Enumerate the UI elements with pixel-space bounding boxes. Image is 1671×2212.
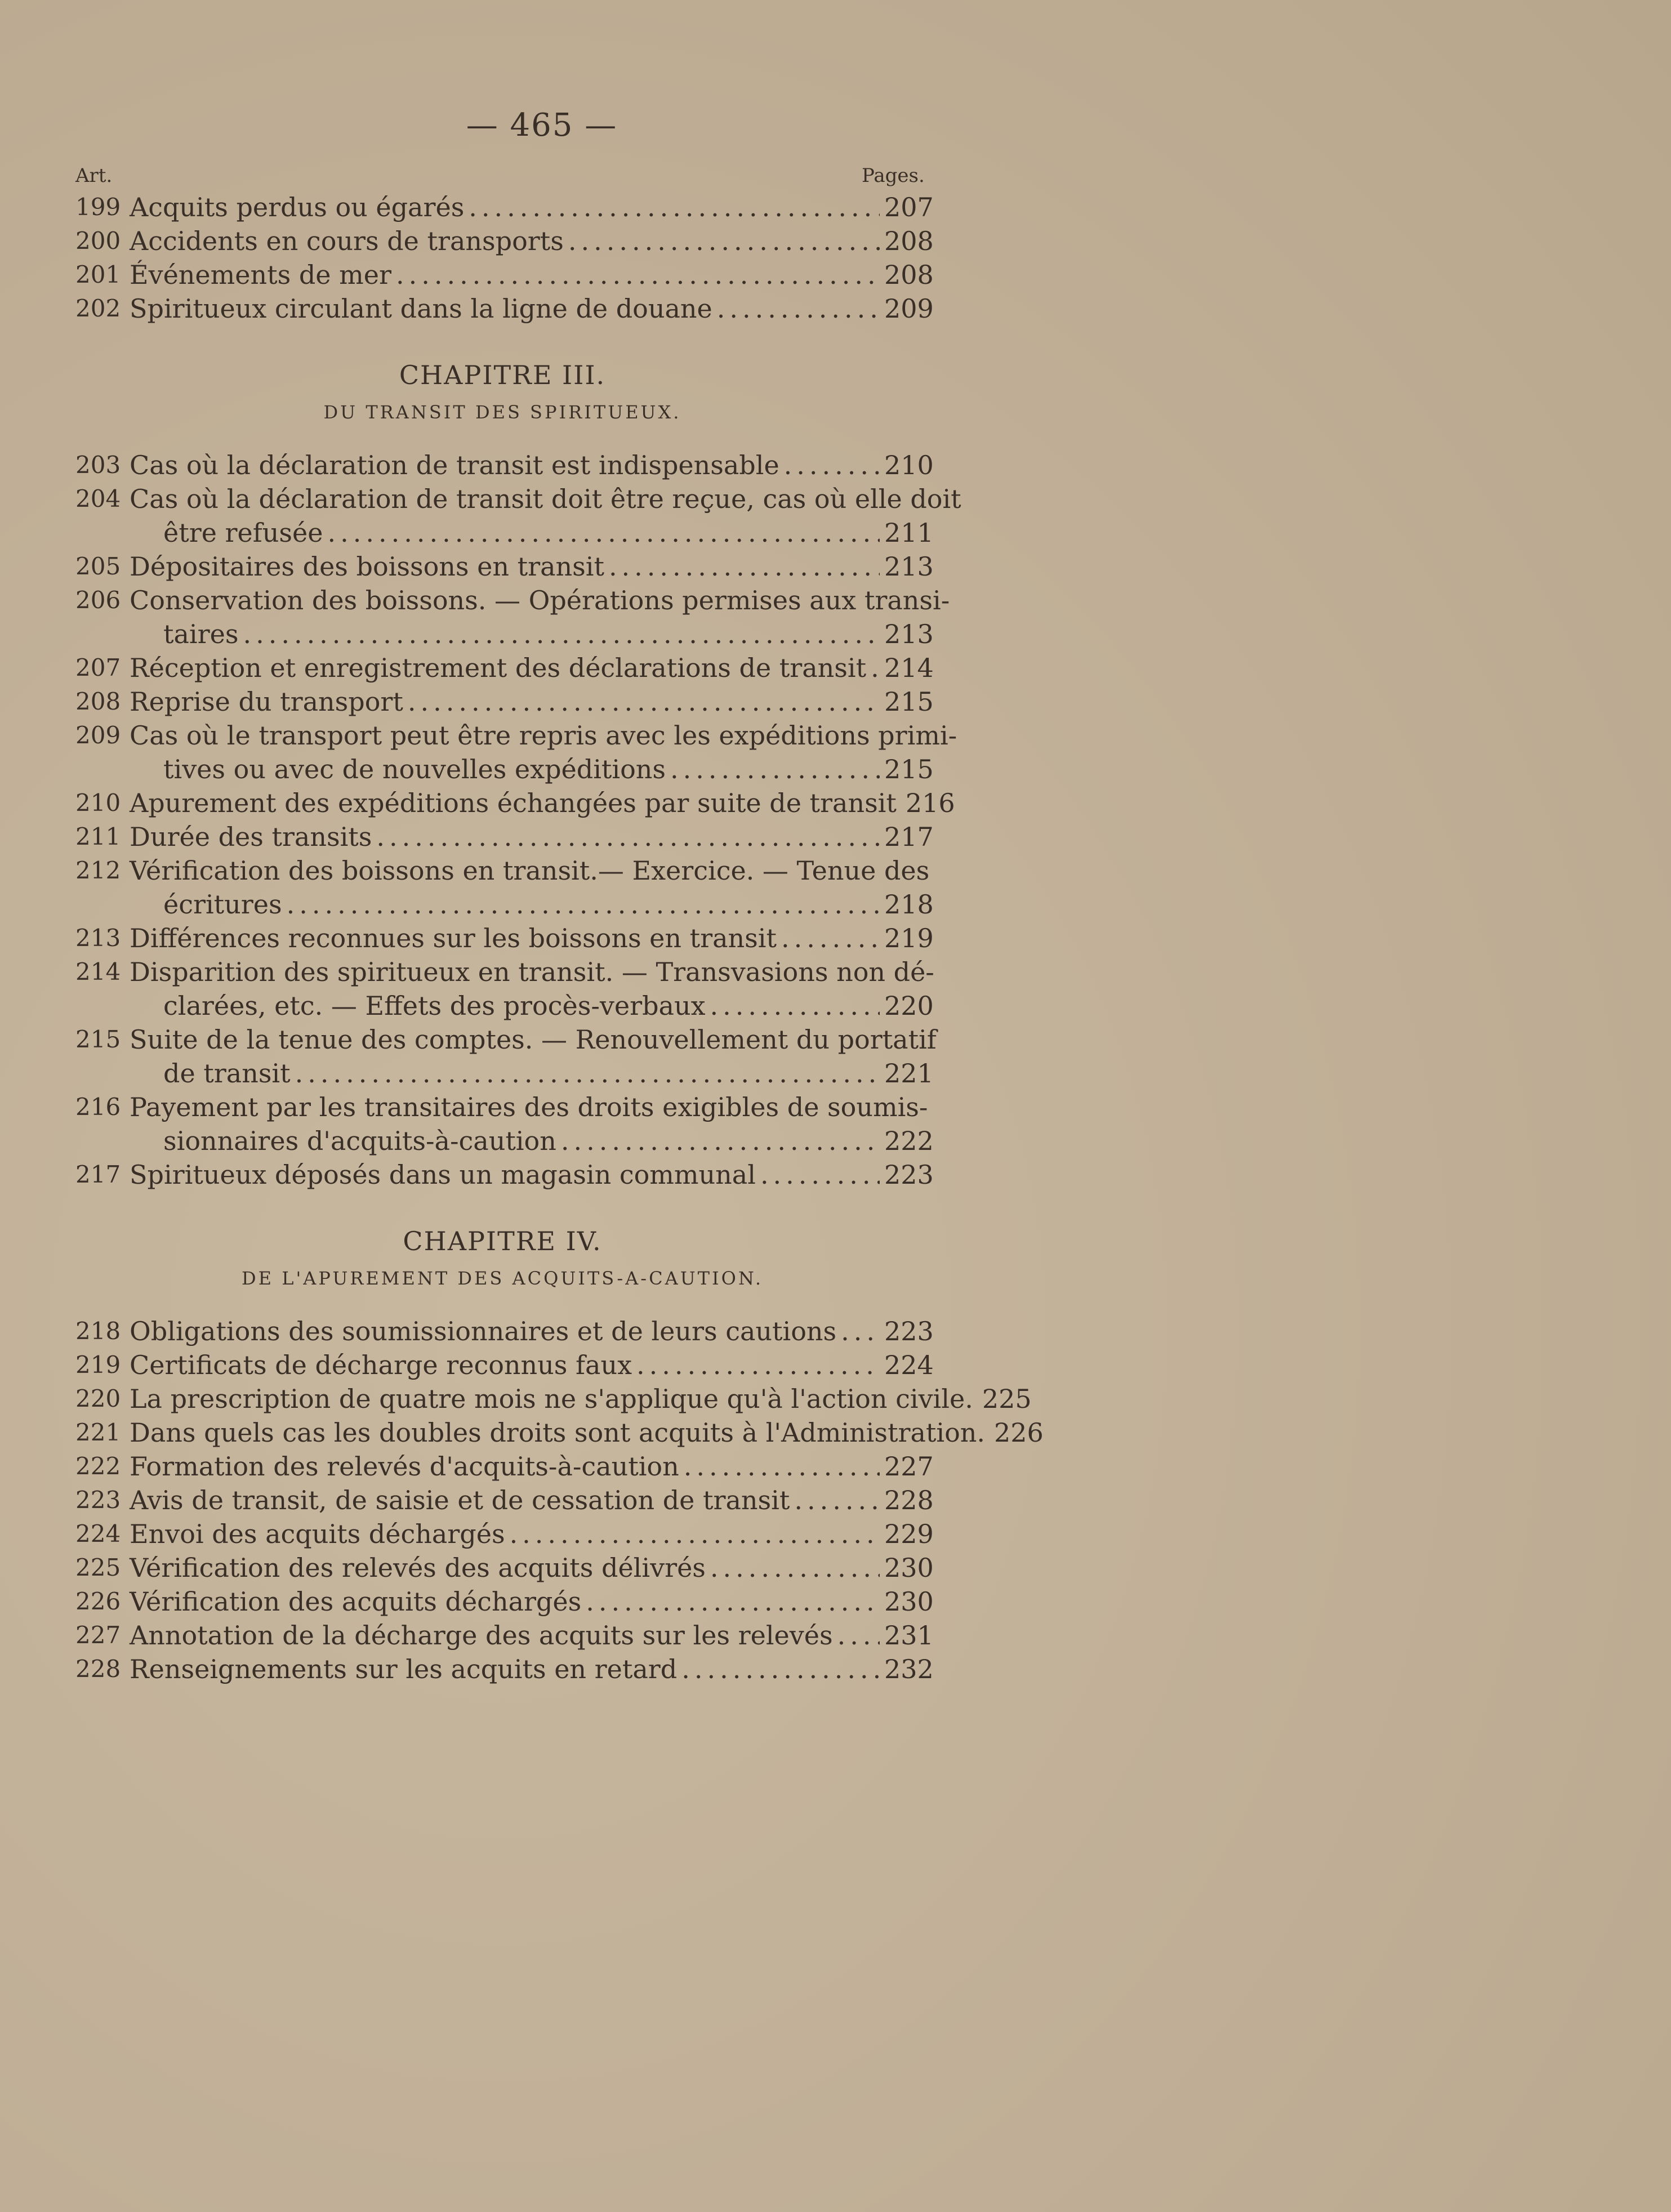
page-ref: 223	[884, 1159, 934, 1190]
entry-title: Conservation des boissons. — Opérations permises aux transi-	[130, 585, 950, 616]
article-number: 225	[75, 1554, 121, 1581]
toc-entry	[75, 685, 934, 719]
entry-line	[130, 1483, 934, 1517]
entry-line	[130, 1652, 934, 1686]
article-number: 218	[75, 1317, 121, 1345]
entry-title: Renseignements sur les acquits en retard	[130, 1654, 678, 1684]
dot-leader	[376, 820, 880, 854]
dot-leader	[710, 1551, 880, 1585]
toc-entry	[75, 1348, 934, 1382]
entry-title: de transit	[163, 1058, 291, 1089]
toc-entry	[75, 1314, 934, 1348]
entry-title: taires	[163, 619, 239, 649]
article-number: 204	[75, 485, 121, 512]
entry-line	[130, 1450, 934, 1483]
entry-line	[130, 1124, 934, 1158]
dot-leader	[568, 224, 880, 258]
page-ref: 218	[884, 889, 934, 920]
dot-leader	[327, 516, 880, 550]
toc-entry	[75, 1483, 934, 1517]
entry-line	[130, 258, 934, 292]
entry-title: Annotation de la décharge des acquits sur les relevés	[130, 1620, 833, 1651]
toc-entry	[75, 854, 934, 921]
toc-entry	[75, 482, 961, 550]
toc-entry	[75, 258, 934, 292]
entry-line	[130, 1618, 934, 1652]
entry-title: Dépositaires des boissons en transit	[130, 551, 604, 582]
entry-title: Acquits perdus ou égarés	[130, 192, 465, 222]
entry-line	[130, 516, 934, 550]
dot-leader	[408, 685, 880, 719]
dot-leader	[636, 1348, 880, 1382]
article-number: 207	[75, 654, 121, 681]
article-number: 202	[75, 295, 121, 322]
article-number: 201	[75, 261, 121, 288]
article-number: 223	[75, 1486, 121, 1514]
pages-column-header: Pages.	[862, 164, 925, 187]
toc-entry	[75, 921, 934, 955]
article-number: 216	[75, 1093, 121, 1121]
page-ref: 232	[884, 1654, 934, 1684]
toc-entry	[75, 1517, 934, 1551]
page-ref: 223	[884, 1316, 934, 1346]
entry-line	[130, 854, 929, 888]
toc-entry	[75, 1023, 937, 1090]
article-number: 208	[75, 688, 121, 715]
entry-line	[130, 989, 934, 1023]
entry-title: Payement par les transitaires des droits exigibles de soumis-	[130, 1092, 928, 1122]
page-ref: 220	[884, 991, 934, 1021]
page-ref: 214	[884, 653, 934, 683]
entry-title: Événements de mer	[130, 260, 391, 290]
entry-title: Obligations des soumissionnaires et de leurs cautions	[130, 1316, 837, 1346]
article-number: 226	[75, 1587, 121, 1615]
page-ref: 208	[884, 226, 934, 256]
dot-leader	[681, 1652, 880, 1686]
article-number: 224	[75, 1520, 121, 1547]
toc-entry	[75, 955, 934, 1023]
dot-leader	[510, 1517, 880, 1551]
entry-line	[130, 1158, 934, 1192]
toc-entry	[75, 190, 934, 224]
entry-title: Spiritueux circulant dans la ligne de douane	[130, 293, 712, 324]
entry-title: écritures	[163, 889, 282, 920]
chapter-3-title: CHAPITRE III.	[399, 360, 606, 390]
entry-line	[130, 190, 934, 224]
dot-leader	[760, 1158, 880, 1192]
dot-leader	[243, 617, 880, 651]
page-ref: 221	[884, 1058, 934, 1089]
entry-title: Dans quels cas les doubles droits sont acquits à l'Administration.	[130, 1417, 986, 1448]
page-ref: 225	[982, 1384, 1032, 1414]
page-ref: 211	[884, 518, 934, 548]
article-number: 227	[75, 1621, 121, 1649]
toc-entry	[75, 224, 934, 258]
dot-leader	[837, 1618, 880, 1652]
page-ref: 209	[884, 293, 934, 324]
dot-leader	[609, 550, 880, 583]
page-ref: 215	[884, 686, 934, 717]
entry-line	[130, 583, 950, 617]
entry-title: tives ou avec de nouvelles expéditions	[163, 754, 666, 784]
page-ref: 226	[994, 1417, 1044, 1448]
article-number: 228	[75, 1655, 121, 1683]
entry-line	[130, 752, 934, 786]
dot-leader	[781, 921, 880, 955]
toc-entry	[75, 1618, 934, 1652]
article-number: 205	[75, 552, 121, 580]
page-ref: 216	[905, 788, 955, 818]
page-ref: 210	[884, 450, 934, 480]
page-ref: 213	[884, 551, 934, 582]
entry-line	[130, 1551, 934, 1585]
dot-leader	[684, 1450, 880, 1483]
dot-leader	[794, 1483, 880, 1517]
dot-leader	[287, 888, 880, 921]
page-ref: 224	[884, 1350, 934, 1380]
page-ref: 227	[884, 1451, 934, 1482]
entry-line	[130, 448, 934, 482]
dot-leader	[396, 258, 880, 292]
page-ref: 230	[884, 1553, 934, 1583]
chapter-3-entries	[75, 448, 961, 1192]
entry-line	[130, 786, 955, 820]
toc-entry	[75, 550, 934, 583]
entry-title: Suite de la tenue des comptes. — Renouvellement du portatif	[130, 1024, 937, 1055]
page-ref: 215	[884, 754, 934, 784]
entry-title: Différences reconnues sur les boissons en transit	[130, 923, 777, 953]
entry-title: Formation des relevés d'acquits-à-caution	[130, 1451, 679, 1482]
page-ref: 229	[884, 1519, 934, 1549]
toc-entry	[75, 1551, 934, 1585]
page-ref: 231	[884, 1620, 934, 1651]
entry-line	[130, 1090, 929, 1124]
entry-title: Spiritueux déposés dans un magasin communal	[130, 1159, 756, 1190]
entry-title: Vérification des boissons en transit.— Exercice. — Tenue des	[130, 855, 930, 886]
entry-title: Avis de transit, de saisie et de cessation de transit	[130, 1485, 790, 1515]
toc-entry	[75, 1416, 1044, 1450]
entry-line	[130, 292, 934, 325]
toc-entry	[75, 1585, 934, 1618]
entry-line	[130, 685, 934, 719]
article-number: 212	[75, 857, 121, 884]
article-number: 215	[75, 1025, 121, 1053]
entry-line	[130, 617, 934, 651]
page-number: — 465 —	[466, 107, 618, 144]
article-number: 214	[75, 958, 121, 985]
entry-title: Cas où la déclaration de transit est indispensable	[130, 450, 779, 480]
entry-line	[130, 550, 934, 583]
article-number: 199	[75, 193, 121, 221]
toc-entry	[75, 1652, 934, 1686]
entry-line	[130, 1314, 934, 1348]
article-number: 220	[75, 1385, 121, 1412]
entry-line	[130, 1416, 1044, 1450]
page-ref: 222	[884, 1126, 934, 1156]
entry-line	[130, 224, 934, 258]
dot-leader	[670, 752, 880, 786]
article-number: 203	[75, 451, 121, 479]
chapter-4-subtitle: DE L'APUREMENT DES ACQUITS-A-CAUTION.	[242, 1268, 763, 1289]
article-number: 213	[75, 924, 121, 952]
entry-line	[130, 888, 934, 921]
dot-leader	[586, 1585, 880, 1618]
page-ref: 207	[884, 192, 934, 222]
entry-title: Vérification des relevés des acquits délivrés	[130, 1553, 706, 1583]
chapter-4-title: CHAPITRE IV.	[403, 1226, 602, 1256]
toc-entry	[75, 1158, 934, 1192]
toc-entry	[75, 1382, 1032, 1416]
page-ref: 208	[884, 260, 934, 290]
article-number: 211	[75, 823, 121, 850]
article-number: 206	[75, 586, 121, 614]
article-number: 221	[75, 1419, 121, 1446]
entry-title: sionnaires d'acquits-à-caution	[163, 1126, 556, 1156]
entry-title: Reprise du transport	[130, 686, 403, 717]
article-number: 219	[75, 1351, 121, 1379]
page-ref: 230	[884, 1586, 934, 1617]
article-number: 209	[75, 721, 121, 749]
entry-line	[130, 651, 934, 685]
toc-entry	[75, 820, 934, 854]
toc-entry	[75, 448, 934, 482]
chapter-3-subtitle: DU TRANSIT DES SPIRITUEUX.	[323, 402, 681, 423]
entry-title: Durée des transits	[130, 822, 372, 852]
toc-entry	[75, 786, 955, 820]
article-number: 210	[75, 789, 121, 817]
entry-line	[130, 1585, 934, 1618]
toc-entry	[75, 719, 957, 786]
entry-line	[130, 820, 934, 854]
dot-leader	[871, 651, 880, 685]
entry-line	[130, 719, 957, 752]
entry-title: Cas où le transport peut être repris avec les expéditions primi-	[130, 720, 957, 751]
table-of-contents	[75, 190, 1044, 1686]
entry-line	[130, 482, 961, 516]
entry-title: Apurement des expéditions échangées par suite de transit	[130, 788, 897, 818]
entry-title: Certificats de décharge reconnus faux	[130, 1350, 632, 1380]
dot-leader	[295, 1056, 880, 1090]
dot-leader	[841, 1314, 880, 1348]
entry-title: Vérification des acquits déchargés	[130, 1586, 582, 1617]
entry-line	[130, 1056, 934, 1090]
toc-entry	[75, 583, 950, 651]
entry-line	[130, 921, 934, 955]
dot-leader	[469, 190, 880, 224]
article-number: 222	[75, 1452, 121, 1480]
article-number: 200	[75, 227, 121, 255]
section-continued	[75, 190, 934, 325]
toc-entry	[75, 651, 934, 685]
entry-title: La prescription de quatre mois ne s'applique qu'à l'action civile.	[130, 1384, 973, 1414]
entry-line	[130, 1382, 1032, 1416]
entry-title: Cas où la déclaration de transit doit être reçue, cas où elle doit	[130, 484, 961, 514]
page-ref: 228	[884, 1485, 934, 1515]
page-ref: 213	[884, 619, 934, 649]
dot-leader	[784, 448, 880, 482]
entry-title: Disparition des spiritueux en transit. — Transvasions non dé-	[130, 957, 934, 987]
entry-title: être refusée	[163, 518, 323, 548]
entry-title: Accidents en cours de transports	[130, 226, 564, 256]
entry-line	[130, 955, 934, 989]
entry-line	[130, 1023, 937, 1056]
toc-entry	[75, 1450, 934, 1483]
entry-title: Réception et enregistrement des déclarations de transit	[130, 653, 867, 683]
dot-leader	[561, 1124, 880, 1158]
entry-title: clarées, etc. — Effets des procès-verbaux	[163, 991, 706, 1021]
entry-title: Envoi des acquits déchargés	[130, 1519, 505, 1549]
dot-leader	[710, 989, 880, 1023]
article-number: 217	[75, 1161, 121, 1188]
entry-line	[130, 1517, 934, 1551]
toc-entry	[75, 292, 934, 325]
chapter-4-entries	[75, 1314, 1044, 1686]
dot-leader	[717, 292, 880, 325]
art-column-header: Art.	[75, 164, 113, 187]
entry-line	[130, 1348, 934, 1382]
page-ref: 217	[884, 822, 934, 852]
toc-entry	[75, 1090, 934, 1158]
page-ref: 219	[884, 923, 934, 953]
